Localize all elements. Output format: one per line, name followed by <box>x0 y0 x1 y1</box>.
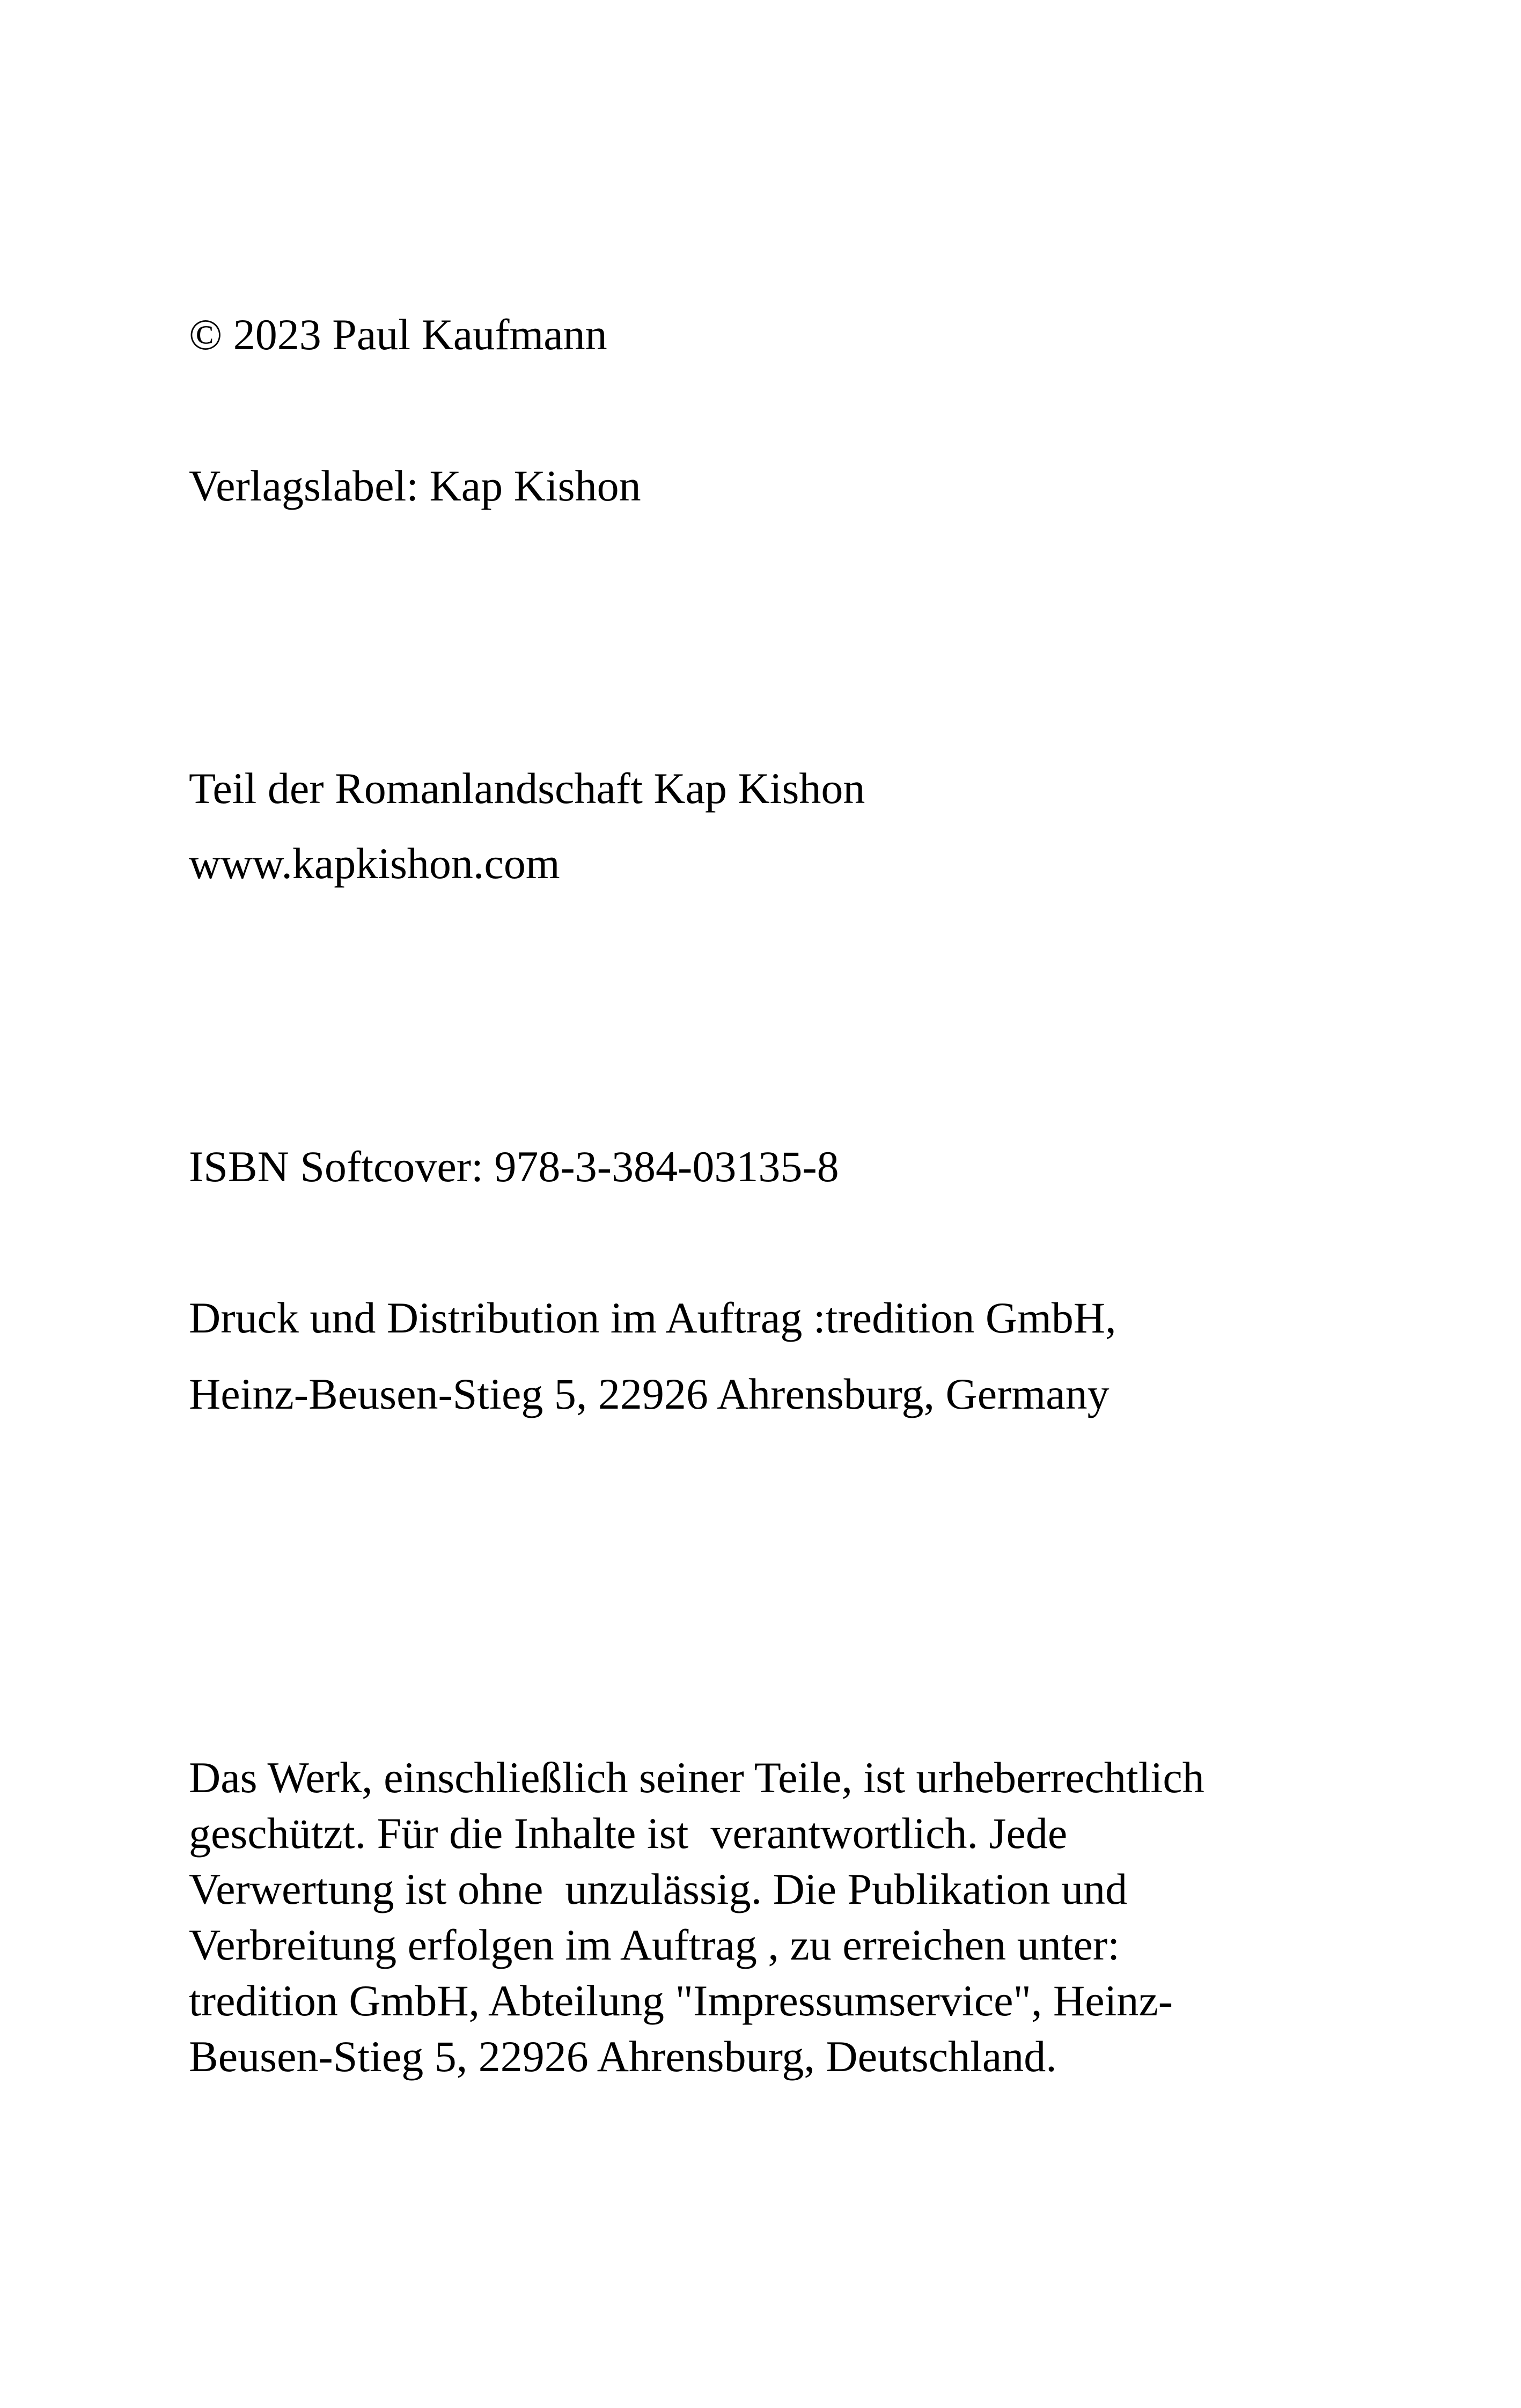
copyright-notice: © 2023 Paul Kaufmann <box>189 310 607 359</box>
publisher-label: Verlagslabel: Kap Kishon <box>189 461 641 510</box>
legal-notice-line: Verbreitung erfolgen im Auftrag , zu erreichen unter: <box>189 1920 1120 1969</box>
legal-notice-line: Beusen-Stieg 5, 22926 Ahrensburg, Deutschland. <box>189 2032 1057 2081</box>
legal-notice-line: geschützt. Für die Inhalte ist verantwortlich. Jede <box>189 1809 1068 1858</box>
distribution-line-1: Druck und Distribution im Auftrag :tredition GmbH, <box>189 1293 1116 1342</box>
isbn-line: ISBN Softcover: 978-3-384-03135-8 <box>189 1142 839 1191</box>
legal-notice-line: Das Werk, einschließlich seiner Teile, ist urheberrechtlich <box>189 1753 1204 1802</box>
series-statement: Teil der Romanlandschaft Kap Kishon <box>189 764 865 813</box>
distribution-line-2: Heinz-Beusen-Stieg 5, 22926 Ahrensburg, Germany <box>189 1369 1109 1418</box>
legal-notice-line: Verwertung ist ohne unzulässig. Die Publikation und <box>189 1865 1128 1913</box>
legal-notice-line: tredition GmbH, Abteilung "Impressumservice", Heinz- <box>189 1976 1173 2025</box>
website-link[interactable]: www.kapkishon.com <box>189 839 560 888</box>
copyright-legal-notice <box>189 1750 1342 2085</box>
